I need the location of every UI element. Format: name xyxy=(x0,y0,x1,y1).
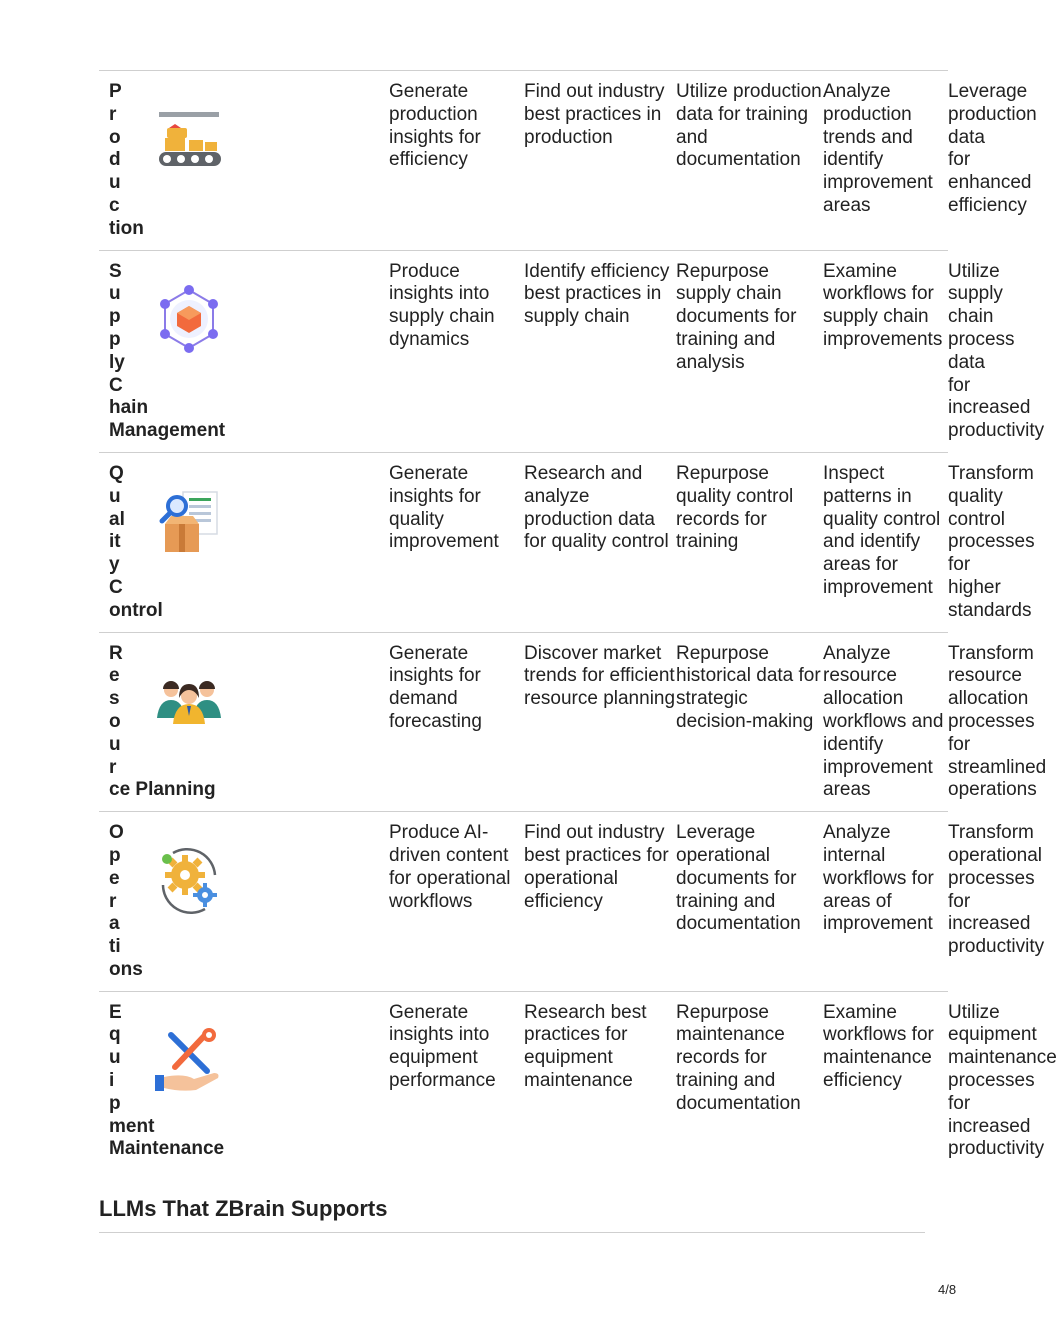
row-category-cell xyxy=(99,250,252,452)
icon-spacer xyxy=(252,71,389,251)
supply-chain-network-icon xyxy=(153,284,225,356)
row-category-cell xyxy=(99,632,252,812)
row-category-cell xyxy=(99,71,252,251)
table-row: Q u al it y C ontrol Generate insights for quality improvement Research and analyze production data for quality control Repurpose quality control records for training Inspect patterns in quality control and identify areas for improvement Transform quality control processes for higher standards xyxy=(99,452,948,632)
row-category-label: P r o d u c tion xyxy=(109,81,144,239)
table-row: S u p p ly C hain Management Produce insights into supply chain dynamics Identify efficiency best practices in supply chain Repurpose supply chain documents for training and analysis Examine workflows for supply chain improvements Utilize supply chain process data for increased productivity xyxy=(99,250,948,452)
table-cell: Find out industry best practices for operational efficiency xyxy=(524,822,669,912)
use-case-table xyxy=(99,70,1057,1170)
table-cell: Repurpose quality control records for training xyxy=(676,462,794,553)
table-cell: Analyze internal workflows for areas of improvement xyxy=(823,822,934,935)
table-row: E q u i p ment Maintenance Generate insights into equipment performance Research best practices for equipment maintenance Repurpose maintenance records for training and documentation Examine workflows for maintenance efficiency Utilize equipment maintenance processes for increased productivity xyxy=(99,991,948,1170)
gears-cycle-icon xyxy=(153,845,225,917)
table-cell: Inspect patterns in quality control and identify areas for improvement xyxy=(823,462,941,598)
row-category-cell xyxy=(99,991,252,1170)
icon-spacer xyxy=(252,250,389,452)
row-category-cell xyxy=(99,812,252,992)
table-cell: Generate insights for demand forecasting xyxy=(389,642,482,732)
row-category-label: Q u al it y C ontrol xyxy=(109,462,163,621)
page-number: 4/8 xyxy=(938,1282,957,1297)
table-cell: Analyze production trends and identify improvement areas xyxy=(823,81,933,216)
icon-spacer xyxy=(252,812,389,992)
row-category-label: R e s o u r ce Planning xyxy=(109,642,216,801)
icon-spacer xyxy=(252,452,389,632)
team-people-icon xyxy=(153,666,225,738)
table-cell: Generate insights for quality improvement xyxy=(389,462,499,553)
table-cell: Repurpose supply chain documents for training and analysis xyxy=(676,260,797,373)
quality-inspection-icon xyxy=(153,486,225,558)
table-cell: Research best practices for equipment maintenance xyxy=(524,1001,647,1092)
table-cell: Identify efficiency best practices in supply chain xyxy=(524,260,670,328)
maintenance-tools-icon xyxy=(153,1025,225,1097)
row-category-label: S u p p ly C hain Management xyxy=(109,260,226,442)
table-cell: Find out industry best practices in production xyxy=(524,81,665,148)
table-cell: Research and analyze production data for quality control xyxy=(524,462,669,553)
table-row: O p e r a ti ons Produce AI-driven content for operational workflows Find out industry best practices for operational efficiency Leverage operational documents for training and documentation Analyze internal workflows for areas of improvement Transform operational processes for increased productivity xyxy=(99,812,948,992)
table-cell: Produce AI-driven content for operational workflows xyxy=(389,822,511,912)
section-heading: LLMs That ZBrain Supports xyxy=(99,1196,388,1221)
table-cell: Produce insights into supply chain dynamics xyxy=(389,260,495,350)
table-cell: Generate production insights for efficiency xyxy=(389,81,481,171)
table-cell: Analyze resource allocation workflows and identify improvement areas xyxy=(823,642,944,801)
table-cell: Discover market trends for efficient resource planning xyxy=(524,642,676,710)
row-category-cell xyxy=(99,452,252,632)
icon-spacer xyxy=(252,632,389,812)
table-cell: Leverage operational documents for training and documentation xyxy=(676,822,801,935)
table-cell: Examine workflows for supply chain improvements xyxy=(823,260,943,350)
table-cell: Repurpose historical data for strategic decision-making xyxy=(676,642,821,732)
table-row: R e s o u r ce Planning Generate insights for demand forecasting Discover market trends for efficient resource planning Repurpose historical data for strategic decision-making Analyze resource allocation workflows and identify improvement areas Transform resource allocation processes for streamlined operations xyxy=(99,632,948,812)
table-cell: Generate insights into equipment performance xyxy=(389,1001,496,1092)
row-category-label: E q u i p ment Maintenance xyxy=(109,1001,225,1160)
table-cell: Examine workflows for maintenance efficiency xyxy=(823,1001,934,1092)
row-category-label: O p e r a ti ons xyxy=(109,822,143,980)
production-conveyor-icon xyxy=(153,104,225,176)
table-cell: Utilize production data for training and documentation xyxy=(676,81,822,171)
table-cell: Repurpose maintenance records for training and documentation xyxy=(676,1001,801,1114)
table-row: P r o d u c tion Generate production insights for efficiency Find out industry best practices in production Utilize production data for training and documentation Analyze production trends and identify improvement areas Leverage production data for enhanced efficiency xyxy=(99,71,948,251)
heading-divider xyxy=(99,1232,925,1233)
icon-spacer xyxy=(252,991,389,1170)
